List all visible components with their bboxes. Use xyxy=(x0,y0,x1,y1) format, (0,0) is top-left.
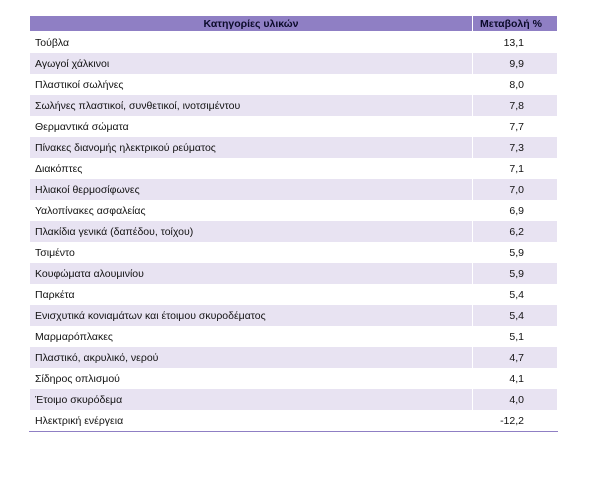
table-row xyxy=(30,95,558,116)
material-category-cell: Θερμαντικά σώματα xyxy=(30,116,473,137)
material-category-cell: Τούβλα xyxy=(30,32,473,54)
materials-table-container xyxy=(29,15,557,432)
change-percent-cell: -12,2 xyxy=(473,410,558,432)
table-row xyxy=(30,326,558,347)
change-percent-cell: 6,9 xyxy=(473,200,558,221)
table-body xyxy=(30,32,558,432)
change-percent-cell: 7,1 xyxy=(473,158,558,179)
table-row xyxy=(30,242,558,263)
material-category-cell: Πίνακες διανομής ηλεκτρικού ρεύματος xyxy=(30,137,473,158)
material-category-cell: Ενισχυτικά κονιαμάτων και έτοιμου σκυροδέματος xyxy=(30,305,473,326)
table-row xyxy=(30,347,558,368)
material-category-cell: Διακόπτες xyxy=(30,158,473,179)
material-category-cell: Σωλήνες πλαστικοί, συνθετικοί, ινοτσιμέντου xyxy=(30,95,473,116)
table-row xyxy=(30,116,558,137)
change-percent-cell: 5,9 xyxy=(473,242,558,263)
change-percent-cell: 13,1 xyxy=(473,32,558,54)
change-percent-cell: 7,3 xyxy=(473,137,558,158)
table-row xyxy=(30,410,558,432)
table-row xyxy=(30,221,558,242)
table-row xyxy=(30,137,558,158)
change-percent-cell: 5,1 xyxy=(473,326,558,347)
table-row xyxy=(30,284,558,305)
change-percent-cell: 4,1 xyxy=(473,368,558,389)
table-row xyxy=(30,263,558,284)
material-category-cell: Τσιμέντο xyxy=(30,242,473,263)
change-percent-cell: 9,9 xyxy=(473,53,558,74)
header-category: Κατηγορίες υλικών xyxy=(30,16,473,32)
table-row xyxy=(30,368,558,389)
change-percent-cell: 4,7 xyxy=(473,347,558,368)
material-category-cell: Παρκέτα xyxy=(30,284,473,305)
change-percent-cell: 7,0 xyxy=(473,179,558,200)
material-category-cell: Έτοιμο σκυρόδεμα xyxy=(30,389,473,410)
change-percent-cell: 8,0 xyxy=(473,74,558,95)
change-percent-cell: 7,8 xyxy=(473,95,558,116)
material-category-cell: Ηλεκτρική ενέργεια xyxy=(30,410,473,432)
table-row xyxy=(30,389,558,410)
material-category-cell: Αγωγοί χάλκινοι xyxy=(30,53,473,74)
table-row xyxy=(30,200,558,221)
change-percent-cell: 4,0 xyxy=(473,389,558,410)
table-row xyxy=(30,158,558,179)
table-row xyxy=(30,74,558,95)
material-category-cell: Μαρμαρόπλακες xyxy=(30,326,473,347)
table-row xyxy=(30,179,558,200)
table-header-row xyxy=(30,16,558,32)
material-category-cell: Πλακίδια γενικά (δαπέδου, τοίχου) xyxy=(30,221,473,242)
table-row xyxy=(30,53,558,74)
change-percent-cell: 7,7 xyxy=(473,116,558,137)
material-category-cell: Πλαστικό, ακρυλικό, νερού xyxy=(30,347,473,368)
material-category-cell: Υαλοπίνακες ασφαλείας xyxy=(30,200,473,221)
change-percent-cell: 5,4 xyxy=(473,305,558,326)
material-category-cell: Σίδηρος οπλισμού xyxy=(30,368,473,389)
change-percent-cell: 5,9 xyxy=(473,263,558,284)
change-percent-cell: 6,2 xyxy=(473,221,558,242)
change-percent-cell: 5,4 xyxy=(473,284,558,305)
material-category-cell: Πλαστικοί σωλήνες xyxy=(30,74,473,95)
header-change-percent: Μεταβολή % xyxy=(473,16,558,32)
material-category-cell: Κουφώματα αλουμινίου xyxy=(30,263,473,284)
material-category-cell: Ηλιακοί θερμοσίφωνες xyxy=(30,179,473,200)
table-row xyxy=(30,32,558,54)
table-row xyxy=(30,305,558,326)
materials-price-change-table xyxy=(29,15,558,432)
